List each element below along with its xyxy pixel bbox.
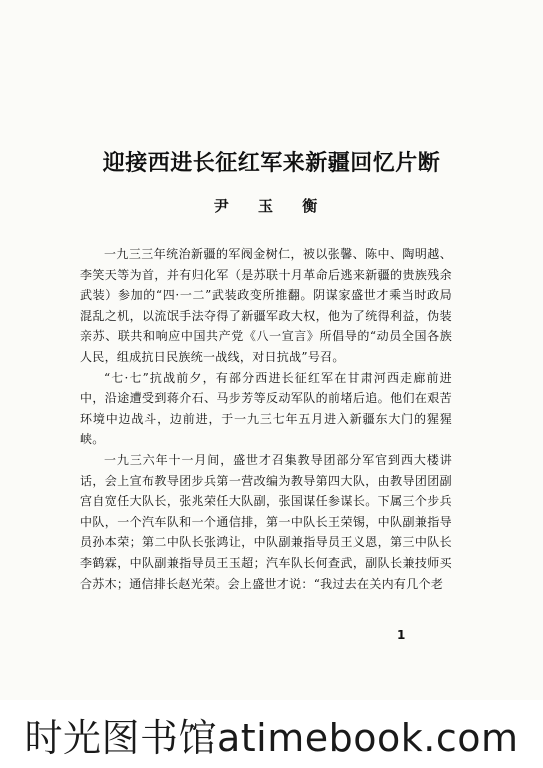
page-number: 1 xyxy=(397,628,406,642)
author-name: 尹 玉 衡 xyxy=(213,197,330,215)
page-title: 迎接西进长征红军来新疆回忆片断 xyxy=(102,151,441,176)
watermark-banner xyxy=(0,700,543,768)
body-text xyxy=(80,244,452,594)
watermark-text: 时光图书馆atimebook.com xyxy=(24,715,519,760)
paragraph: 一九三六年十一月间，盛世才召集教导团部分军官到西大楼讲话，会上宣布教导团步兵第一营改编为教导第四大队，由教导团团副宫自宽任大队长，张兆荣任大队副，张国谋任参谋长。下属三个步兵中队，一个汽车队和一个通信排，第一中队长王荣锡，中队副兼指导员孙本荣；第二中队长张鸿让，中队副兼指导员王义恩，第三中队长李鹤霖，中队副兼指导员王玉超；汽车队长何查武，副队长兼技师买合苏木；通信排长赵光荣。会上盛世才说：“我过去在关内有几个老 xyxy=(80,452,452,591)
paragraph: “七·七”抗战前夕，有部分西进长征红军在甘肃河西走廊前进中，沿途遭受到蒋介石、马步芳等反动军队的前堵后追。他们在艰苦环境中边战斗，边前进，于一九三七年五月进入新疆东大门的猩猩峡。 xyxy=(80,370,452,447)
paragraph: 一九三三年统治新疆的军阀金树仁，被以张馨、陈中、陶明越、李笑天等为首，并有归化军（是苏联十月革命后逃来新疆的贵族残余武装）参加的“四·一二”武装政变所推翻。阴谋家盛世才乘当时政局混乱之机，以流氓手法夺得了新疆军政大权，他为了统得利益，伪装亲苏、联共和响应中国共产党《八一宣言》所倡导的“动员全国各族人民，组成抗日民族统一战线，对日抗战”号召。 xyxy=(80,247,452,364)
